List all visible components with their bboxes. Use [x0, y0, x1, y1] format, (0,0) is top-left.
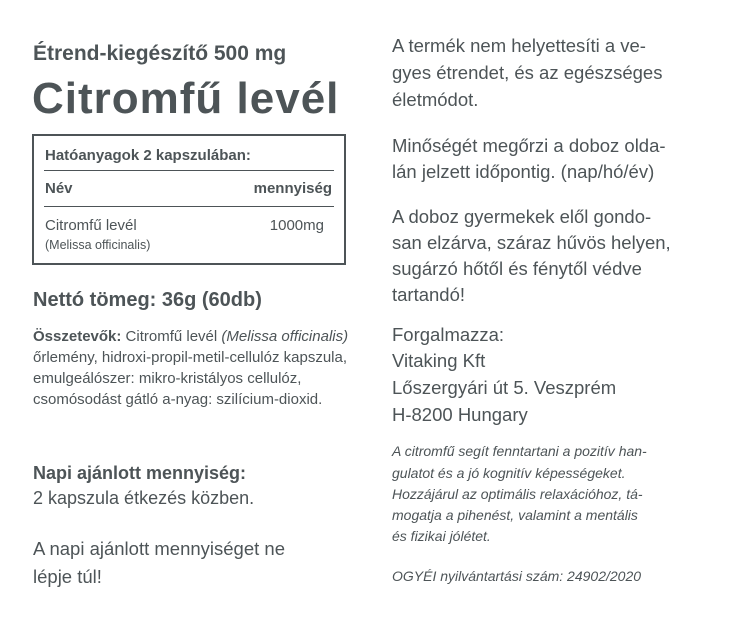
distributor-line: Forgalmazza: — [392, 324, 505, 345]
ingredient-name: Citromfű levél — [45, 217, 137, 234]
storage-line: A doboz gyermekek elől gondo- — [392, 206, 652, 227]
distributor-line: Vitaking Kft — [392, 350, 486, 371]
storage-line: sugárzó hőtől és fénytől védve — [392, 258, 642, 279]
health-claim-line: mogatja a pihenést, valamint a mentális — [392, 507, 638, 523]
health-claim-line: Hozzájárul az optimális relaxációhoz, tá- — [392, 486, 643, 502]
table-divider — [44, 206, 334, 207]
column-quantity-header: mennyiség — [253, 180, 332, 197]
table-header: Hatóanyagok 2 kapszulában: — [45, 147, 251, 164]
storage-line: san elzárva, száraz hűvös helyen, — [392, 232, 671, 253]
column-name-header: Név — [45, 180, 73, 197]
ingredient-latin-name: (Melissa officinalis) — [45, 238, 151, 252]
storage-line: tartandó! — [392, 284, 466, 305]
substitute-notice-line: A termék nem helyettesíti a ve- — [392, 35, 646, 56]
registration-number: OGYÉI nyilvántartási szám: 24902/2020 — [392, 568, 642, 584]
health-claim-line: gulatot és a jó kognitív képességeket. — [392, 465, 626, 481]
active-ingredients-table — [32, 134, 346, 265]
dose-warning-line: lépje túl! — [33, 566, 102, 587]
product-title: Citromfű levél — [32, 74, 340, 123]
net-weight: Nettó tömeg: 36g (60db) — [33, 289, 262, 311]
ingredients-text: őrlemény, hidroxi-propil-metil-cellulóz kapszula, emulgeálószer: mikro-kristályos cellulóz, csomósodást gátló a-nyag: szilícium-dioxid. — [33, 349, 348, 408]
substitute-notice-line: életmódot. — [392, 89, 479, 110]
daily-dose-value: 2 kapszula étkezés közben. — [33, 488, 255, 508]
daily-dose-heading: Napi ajánlott mennyiség: — [33, 463, 247, 483]
dose-warning-line: A napi ajánlott mennyiséget ne — [33, 538, 285, 559]
health-claim-line: és fizikai jólétet. — [392, 528, 491, 544]
ingredient-quantity: 1000mg — [269, 217, 324, 234]
ingredients-paragraph — [33, 326, 349, 410]
ingredients-latin: (Melissa officinalis) — [221, 328, 349, 345]
distributor-line: H-8200 Hungary — [392, 404, 528, 425]
ingredients-text: Citromfű levél — [121, 328, 222, 345]
distributor-line: Lőszergyári út 5. Veszprém — [392, 377, 617, 398]
ingredients-label: Összetevők: — [33, 328, 122, 345]
substitute-notice-line: gyes étrendet, és az egészséges — [392, 62, 663, 83]
best-before-line: Minőségét megőrzi a doboz olda- — [392, 135, 666, 156]
health-claim-line: A citromfű segít fenntartani a pozitív han- — [392, 443, 647, 459]
product-subtitle: Étrend-kiegészítő 500 mg — [33, 42, 287, 65]
table-divider — [44, 170, 334, 171]
best-before-line: lán jelzett időpontig. (nap/hó/év) — [392, 161, 655, 182]
